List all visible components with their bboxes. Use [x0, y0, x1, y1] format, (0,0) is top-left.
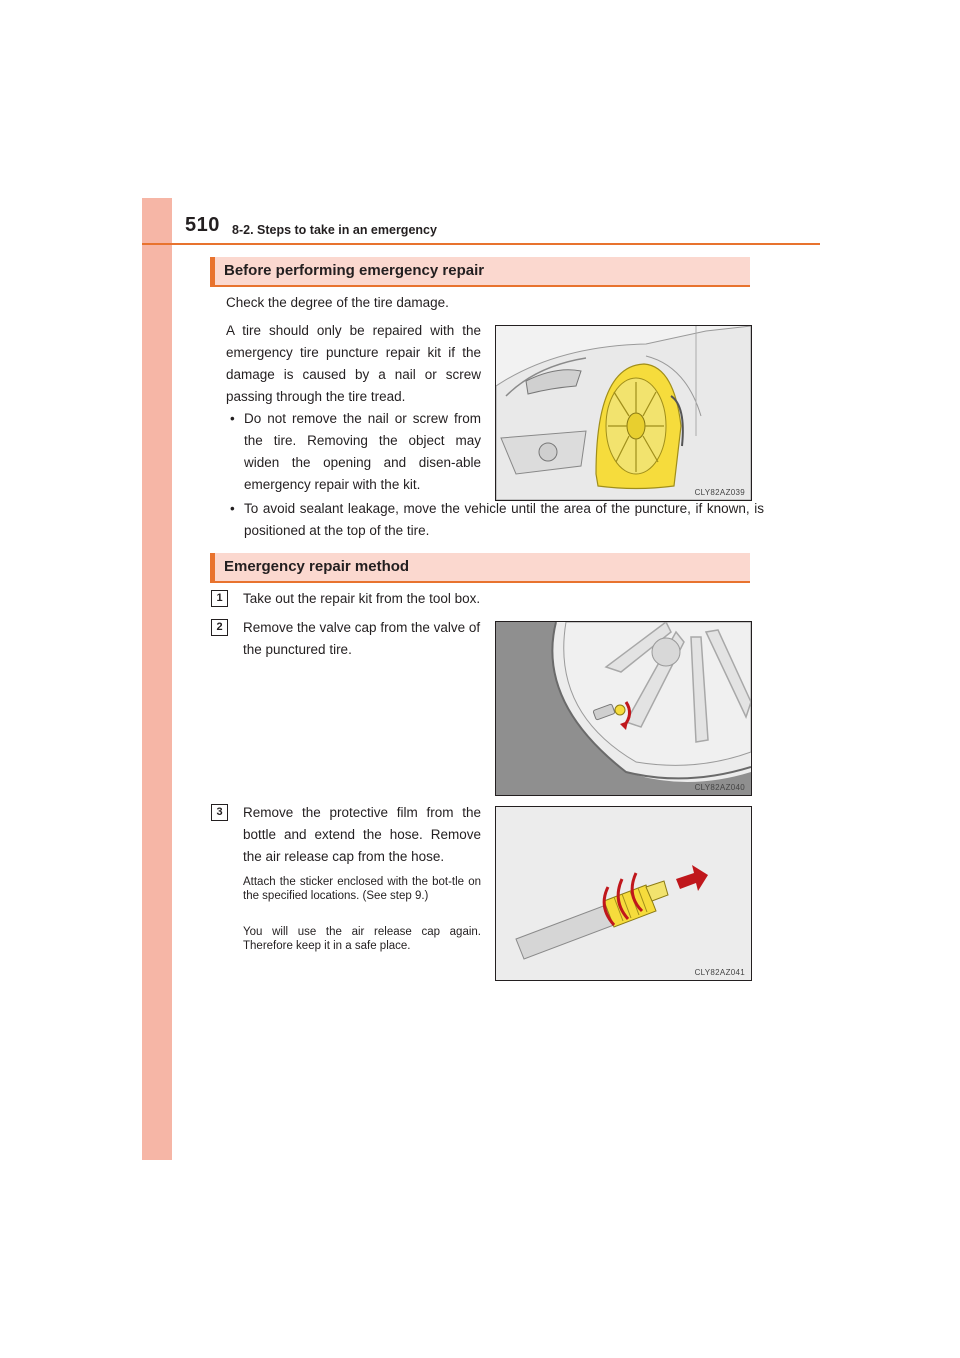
- figure-flat-tire: [495, 325, 752, 501]
- hose-release-cap-illustration: [496, 807, 751, 980]
- figure-code: CLY82AZ039: [694, 488, 745, 497]
- wheel-valve-illustration: [496, 622, 751, 795]
- bullet-text: Do not remove the nail or screw from the tire. Removing the object may widen the opening and disen-able emergency repair with the kit.: [244, 411, 481, 492]
- section-title: Emergency repair method: [224, 558, 410, 575]
- step-number-3: 3: [211, 804, 228, 821]
- car-flat-tire-illustration: [496, 326, 751, 500]
- figure-code: CLY82AZ040: [694, 783, 745, 792]
- side-tab-bar: [142, 198, 172, 1160]
- section-heading-before-repair: [210, 257, 750, 287]
- figure-valve-cap: [495, 621, 752, 796]
- section-title: Before performing emergency repair: [224, 262, 485, 279]
- bullet-text: To avoid sealant leakage, move the vehicle until the area of the puncture, if known, is positioned at the top of the tire.: [244, 501, 764, 538]
- step-3-note-1: Attach the sticker enclosed with the bot-tle on the specified locations. (See step 9.): [243, 876, 481, 902]
- header-rule: [142, 243, 820, 245]
- step-3-note-2: You will use the air release cap again. Therefore keep it in a safe place.: [243, 926, 481, 952]
- bullet-item: [226, 408, 481, 496]
- page-number: 510: [185, 214, 220, 236]
- figure-code: CLY82AZ041: [694, 968, 745, 977]
- intro-text: Check the degree of the tire damage.: [226, 295, 449, 310]
- bullet-dot: •: [230, 411, 235, 426]
- bullet-dot: •: [230, 501, 235, 516]
- section-heading-repair-method: [210, 553, 750, 583]
- bullet-item: [226, 498, 764, 542]
- step-number-1: 1: [211, 590, 228, 607]
- step-2-text: Remove the valve cap from the valve of the punctured tire.: [243, 620, 481, 657]
- step-number-2: 2: [211, 619, 228, 636]
- chapter-title: 8-2. Steps to take in an emergency: [232, 223, 437, 237]
- body-text: A tire should only be repaired with the emergency tire puncture repair kit if the damage is caused by a nail or screw passing through the tire tread.: [226, 323, 481, 404]
- step-1-text: Take out the repair kit from the tool box.: [243, 591, 481, 606]
- figure-hose-cap: [495, 806, 752, 981]
- step-3-text: Remove the protective film from the bottle and extend the hose. Remove the air release cap from the hose.: [243, 805, 481, 864]
